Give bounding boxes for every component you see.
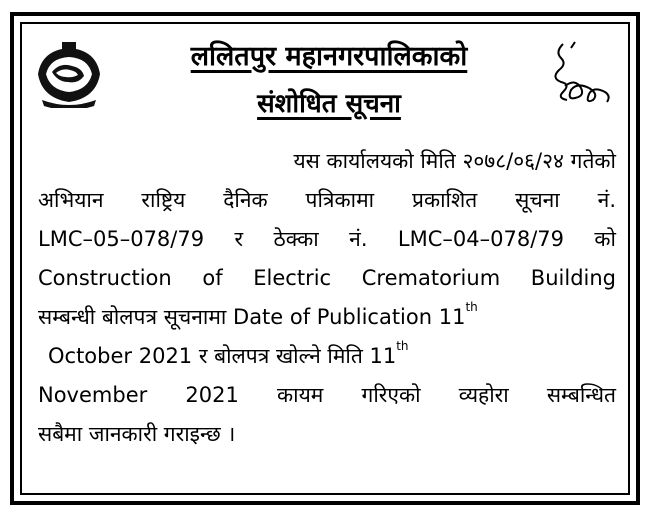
- notice-body: [38, 142, 616, 454]
- notice-line-6-text: October 2021 र बोलपत्र खोल्ने मिति 11: [48, 344, 397, 368]
- notice-line-6: [38, 337, 616, 376]
- notice-title: ललितपुर महानगरपालिकाको: [190, 41, 468, 72]
- ordinal-suffix-2: th: [396, 339, 409, 353]
- notice-line-1: यस कार्यालयको मिति २०७८/०६/२४ गतेको: [293, 149, 616, 173]
- notice-line-7: November 2021 कायम गरिएको व्यहोरा सम्बन्धित: [38, 383, 616, 407]
- notice-line-5: [38, 298, 616, 337]
- notice-line-3: LMC–05–078/79 र ठेक्का नं. LMC–04–078/79 को: [38, 227, 616, 251]
- notice-line-2: अभियान राष्ट्रिय दैनिक पत्रिकामा प्रकाशित सूचना नं.: [38, 188, 616, 212]
- notice-subtitle: संशोधित सूचना: [257, 89, 401, 119]
- notice-line-4: Construction of Electric Crematorium Building: [38, 266, 616, 290]
- ordinal-suffix-1: th: [465, 300, 478, 314]
- notice-line-8: सबैमा जानकारी गराइन्छ ।: [38, 422, 236, 446]
- notice-line-5-text: सम्बन्धी बोलपत्र सूचनामा Date of Publication 11: [38, 305, 466, 329]
